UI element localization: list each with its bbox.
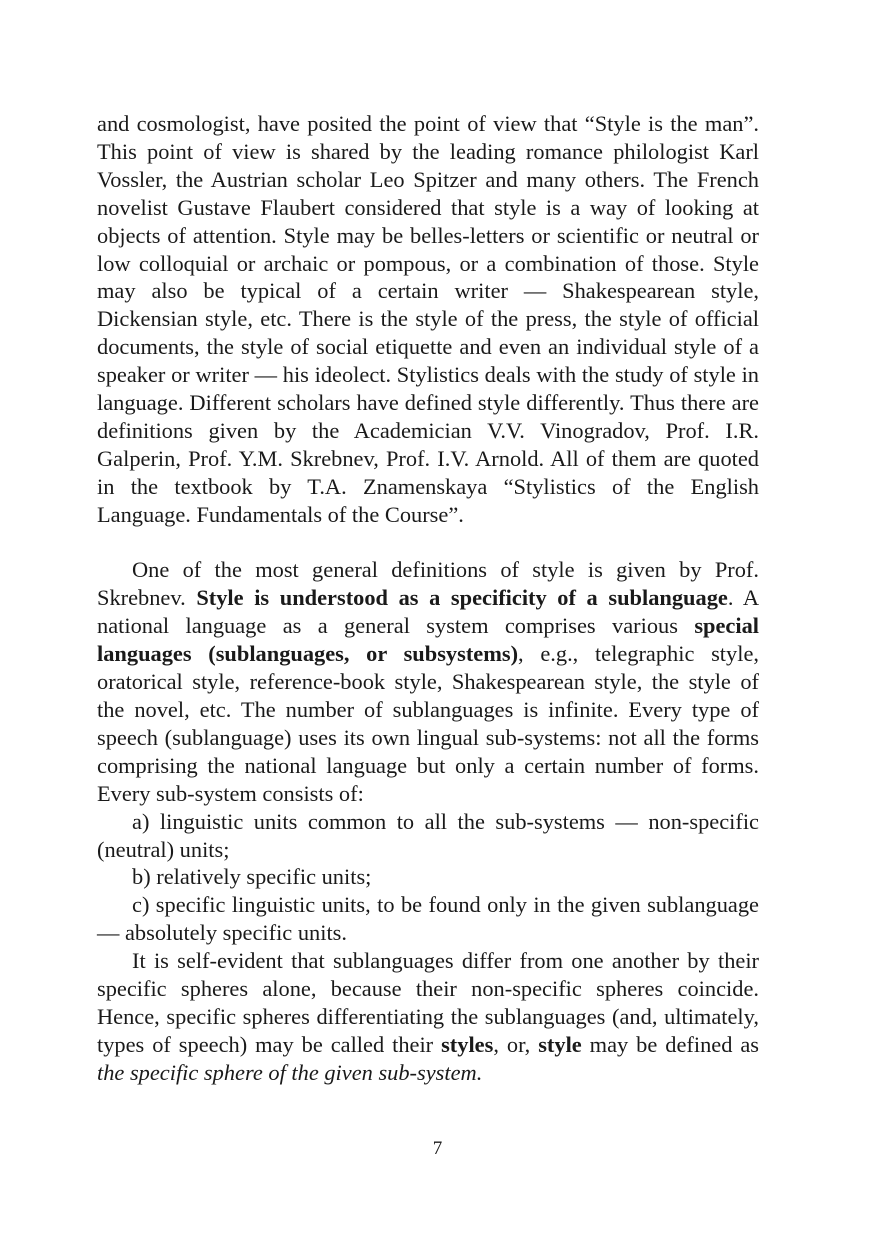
paragraph-skrebnev-definition <box>97 556 759 807</box>
bold-term: Style is understood as a specificity of a sublanguage <box>196 585 728 611</box>
page-body <box>97 110 759 1087</box>
paragraph-styles-definition <box>97 947 759 1087</box>
page-number: 7 <box>432 1138 443 1159</box>
paragraph-gap <box>97 529 759 557</box>
list-item-a: a) linguistic units common to all the sub-systems — non-specific (neutral) units; <box>97 808 759 862</box>
bold-term: style <box>538 1031 582 1057</box>
paragraph-style-is-the-man: and cosmologist, have posited the point of view that “Style is the man”. This point of view is shared by the leading romance philologist Karl Vossler, the Austrian scholar Leo Spitzer and many others. The French novelist Gustave Flaubert considered that style is a way of looking at objects of attention. Style may be belles-letters or scientific or neutral or low colloquial or archaic or pompous, or a combination of those. Style may also be typical of a certain writer — Shakespearean style, Dickensian style, etc. There is the style of the press, the style of official documents, the style of social etiquette and even an individual style of a speaker or writer — his ideolect. Stylistics deals with the study of style in language. Different scholars have defined style differently. Thus there are definitions given by the Academician V.V. Vinogradov, Prof. I.R. Galperin, Prof. Y.M. Skrebnev, Prof. I.V. Arnold. All of them are quoted in the textbook by T.A. Znamenskaya “Stylistics of the English Language. Fundamentals of the Course”. <box>97 111 759 527</box>
text-run: . A national language as a general system comprises various <box>97 585 759 639</box>
bold-term: styles <box>441 1031 494 1057</box>
text-run: , or, <box>493 1031 539 1057</box>
text-run: , e.g., telegraphic style, oratorical style, reference-book style, Shakespearean style, the style of the novel, etc. The number of sublanguages is infinite. Every type of speech (sublanguage) uses its own lingual sub-systems: not all the forms comprising the national language but only a certain number of forms. Every sub-system consists of: <box>97 641 759 806</box>
text-run: One of the most general definitions of style is given by Prof. Skrebnev. <box>97 557 759 611</box>
text-run: It is self-evident that sublanguages differ from one another by their specific spheres alone, because their non-specific spheres coincide. Hence, specific spheres differentiating the sublanguages (and, ultimately, types of speech) may be called their <box>97 948 759 1057</box>
list-item-b: b) relatively specific units; <box>132 864 372 890</box>
list-item-c: c) specific linguistic units, to be found only in the given sublanguage — absolutely specific units. <box>97 892 759 946</box>
bold-term: special languages (sublanguages, or subsystems) <box>97 613 759 667</box>
text-run: may be defined as <box>581 1031 759 1057</box>
italic-phrase: the specific sphere of the given sub-system. <box>97 1059 483 1085</box>
